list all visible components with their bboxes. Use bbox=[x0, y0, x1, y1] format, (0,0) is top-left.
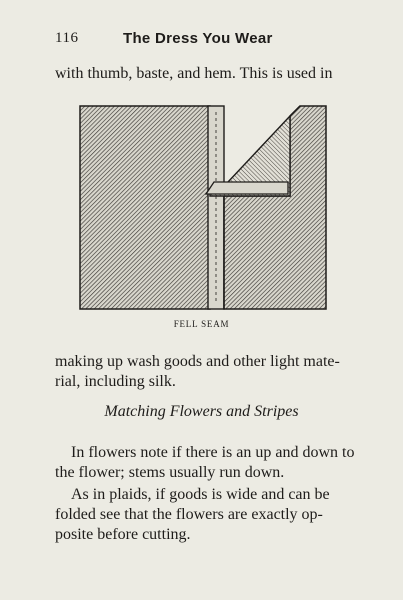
text-line: As in plaids, if goods is wide and can be bbox=[71, 486, 330, 503]
text-line: making up wash goods and other light mate- bbox=[55, 353, 340, 370]
text-line: the flower; stems usually run down. bbox=[55, 464, 285, 481]
figure-caption: FELL SEAM bbox=[173, 319, 230, 329]
section-heading: Matching Flowers and Stripes bbox=[104, 403, 299, 420]
running-header bbox=[55, 30, 353, 50]
left-fabric-panel bbox=[80, 106, 210, 309]
fell-seam-illustration bbox=[78, 104, 330, 312]
text-line: In flowers note if there is an up and down to bbox=[71, 444, 355, 461]
text-line: posite before cutting. bbox=[55, 526, 191, 543]
running-title: The Dress You Wear bbox=[123, 30, 273, 47]
page-number: 116 bbox=[55, 30, 79, 46]
text-line: with thumb, baste, and hem. This is used in bbox=[55, 65, 333, 82]
text-line: folded see that the flowers are exactly op- bbox=[55, 506, 323, 523]
fold-edge bbox=[206, 182, 288, 194]
text-line: rial, including silk. bbox=[55, 373, 176, 390]
